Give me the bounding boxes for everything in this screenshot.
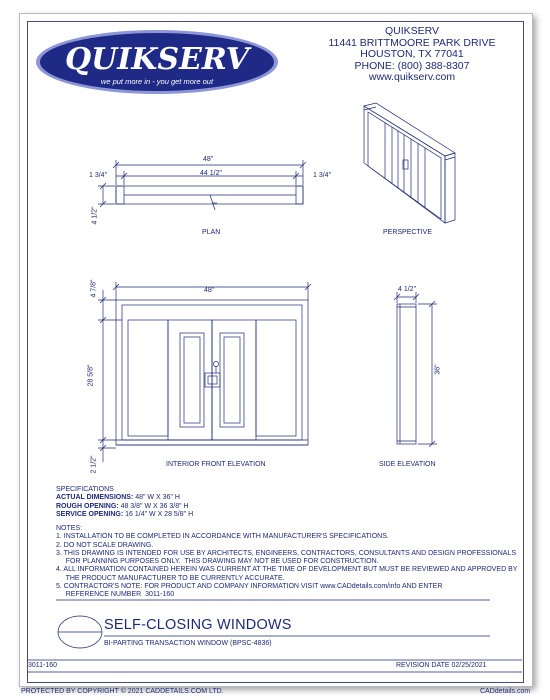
drawing-title: SELF-CLOSING WINDOWS bbox=[104, 617, 292, 633]
side-depth-dimension: 4 1/2" bbox=[398, 286, 417, 293]
note-line: 3. THIS DRAWING IS INTENDED FOR USE BY ARCHITECTS, ENGINEERS, CONTRACTORS, CONSULTANTS AND DESIGN PROFESSIONALS bbox=[56, 549, 516, 557]
front-bottom-dimension: 2 1/2" bbox=[90, 455, 98, 474]
specifications-block bbox=[56, 486, 193, 519]
side-height-dimension: 36" bbox=[434, 364, 442, 375]
logo-wordmark: QUIKSERV bbox=[64, 42, 250, 77]
note-line: 2. DO NOT SCALE DRAWING. bbox=[56, 541, 154, 549]
front-width-dimension: 48" bbox=[204, 287, 215, 294]
drawing-subtitle: BI-PARTING TRANSACTION WINDOW (BPSC-4836) bbox=[104, 640, 272, 647]
notes-heading: NOTES: bbox=[56, 525, 83, 532]
specifications-heading: SPECIFICATIONS bbox=[56, 486, 114, 493]
company-website[interactable]: www.quikserv.com bbox=[368, 71, 456, 84]
company-address-line1: 11441 BRITTMOORE PARK DRIVE bbox=[328, 36, 496, 49]
perspective-view bbox=[364, 103, 455, 223]
front-elevation-view bbox=[98, 282, 311, 462]
revision-date: REVISION DATE 02/25/2021 bbox=[396, 662, 487, 669]
side-elevation-label: SIDE ELEVATION bbox=[379, 461, 436, 468]
note-line: FOR PLANNING PURPOSES ONLY. THIS DRAWING MAY NOT BE USED FOR CONSTRUCTION. bbox=[56, 558, 379, 566]
note-line: 5. CONTRACTOR'S NOTE: FOR PRODUCT AND COMPANY INFORMATION VISIT www.CADdetails.com/info AND ENTER bbox=[56, 583, 443, 591]
perspective-label: PERSPECTIVE bbox=[383, 229, 433, 236]
logo-tagline: we put more in - you get more out bbox=[100, 77, 214, 86]
front-middle-dimension: 28 5/8" bbox=[87, 364, 95, 387]
plan-depth-dimension: 4 1/2" bbox=[91, 206, 99, 225]
plan-right-dimension: 1 3/4" bbox=[313, 172, 332, 179]
company-name: QUIKSERV bbox=[384, 25, 440, 37]
note-line: 4. ALL INFORMATION CONTAINED HEREIN WAS CURRENT AT THE TIME OF DEVELOPMENT BUT MUST BE REVIEWED AND APPROVED BY bbox=[56, 566, 518, 574]
note-line: THE PRODUCT MANUFACTURER TO BE CURRENTLY ACCURATE. bbox=[56, 574, 285, 582]
plan-inner-dimension: 44 1/2" bbox=[200, 170, 222, 177]
caddetails-link[interactable]: CADdetails.com bbox=[480, 688, 531, 695]
plan-overall-dimension: 48" bbox=[203, 156, 214, 163]
note-line: 1. INSTALLATION TO BE COMPLETED IN ACCORDANCE WITH MANUFACTURER'S SPECIFICATIONS. bbox=[56, 533, 389, 541]
copyright-notice: PROTECTED BY COPYRIGHT © 2021 CADDETAILS.COM LTD. bbox=[21, 688, 224, 695]
spec-row: ACTUAL DIMENSIONS: 48" W X 36" H bbox=[56, 494, 180, 502]
spec-row: SERVICE OPENING: 16 1/4" W X 28 5/8" H bbox=[56, 510, 194, 518]
spec-row: ROUGH OPENING: 48 3/8" W X 36 3/8" H bbox=[56, 502, 189, 510]
company-phone: PHONE: (800) 388-8307 bbox=[354, 59, 470, 72]
front-top-dimension: 4 7/8" bbox=[90, 279, 98, 298]
notes-block bbox=[56, 525, 518, 600]
note-line: REFERENCE NUMBER 3011-160 bbox=[56, 591, 175, 599]
company-address-line2: HOUSTON, TX 77041 bbox=[360, 48, 464, 61]
side-elevation-view bbox=[394, 292, 437, 447]
plan-label: PLAN bbox=[202, 229, 221, 236]
plan-left-dimension: 1 3/4" bbox=[89, 172, 108, 179]
reference-number: 3011-160 bbox=[28, 662, 58, 669]
front-elevation-label: INTERIOR FRONT ELEVATION bbox=[166, 461, 266, 468]
